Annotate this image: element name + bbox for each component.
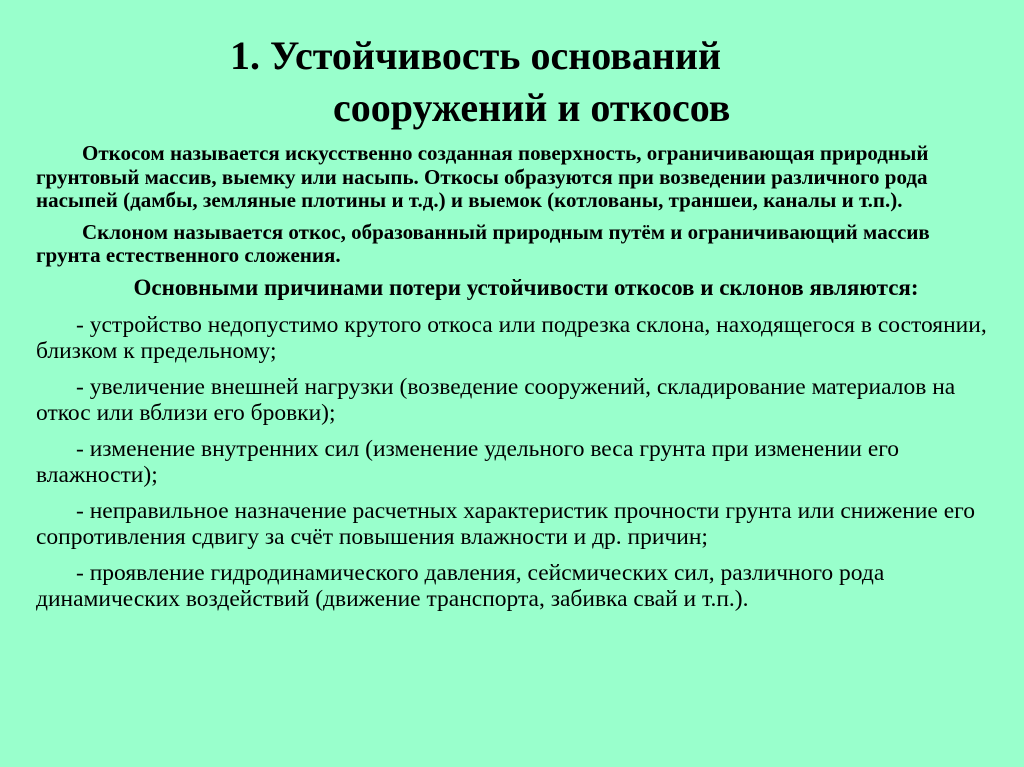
cause-item: - проявление гидродинамического давления, сейсмических сил, различного рода динамических воздействий (движение транспорта, забивка свай и т.п.). xyxy=(36,559,885,612)
cause-item: - изменение внутренних сил (изменение удельного веса грунта при изменении его влажности); xyxy=(36,435,900,488)
cause-item: - увеличение внешней нагрузки (возведение сооружений, складирование материалов на откос или вблизи его бровки); xyxy=(36,373,956,426)
slide-title-line-1: 1. Устойчивость оснований xyxy=(230,33,721,78)
definition-hillside-paragraph: Склоном называется откос, образованный природным путём и ограничивающий массив грунта естественного сложения. xyxy=(36,219,930,267)
slide-title xyxy=(0,30,1024,134)
causes-heading: Основными причинами потери устойчивости откосов и склонов являются: xyxy=(133,274,919,300)
cause-item: - неправильное назначение расчетных характеристик прочности грунта или снижение его сопротивления сдвигу за счёт повышения влажности и др. причин; xyxy=(36,497,975,550)
slide-body xyxy=(36,142,996,622)
cause-item: - устройство недопустимо крутого откоса или подрезка склона, находящегося в состоянии, близком к предельному; xyxy=(36,311,987,364)
slide-title-line-2: сооружений и откосов xyxy=(333,85,731,130)
definition-slope-paragraph: Откосом называется искусственно созданная поверхность, ограничивающая природный грунтовый массив, выемку или насыпь. Откосы образуются при возведении различного рода насыпей (дамбы, земляные плотины и т.д.) и выемок (котлованы, траншеи, каналы и т.п.). xyxy=(36,141,929,212)
